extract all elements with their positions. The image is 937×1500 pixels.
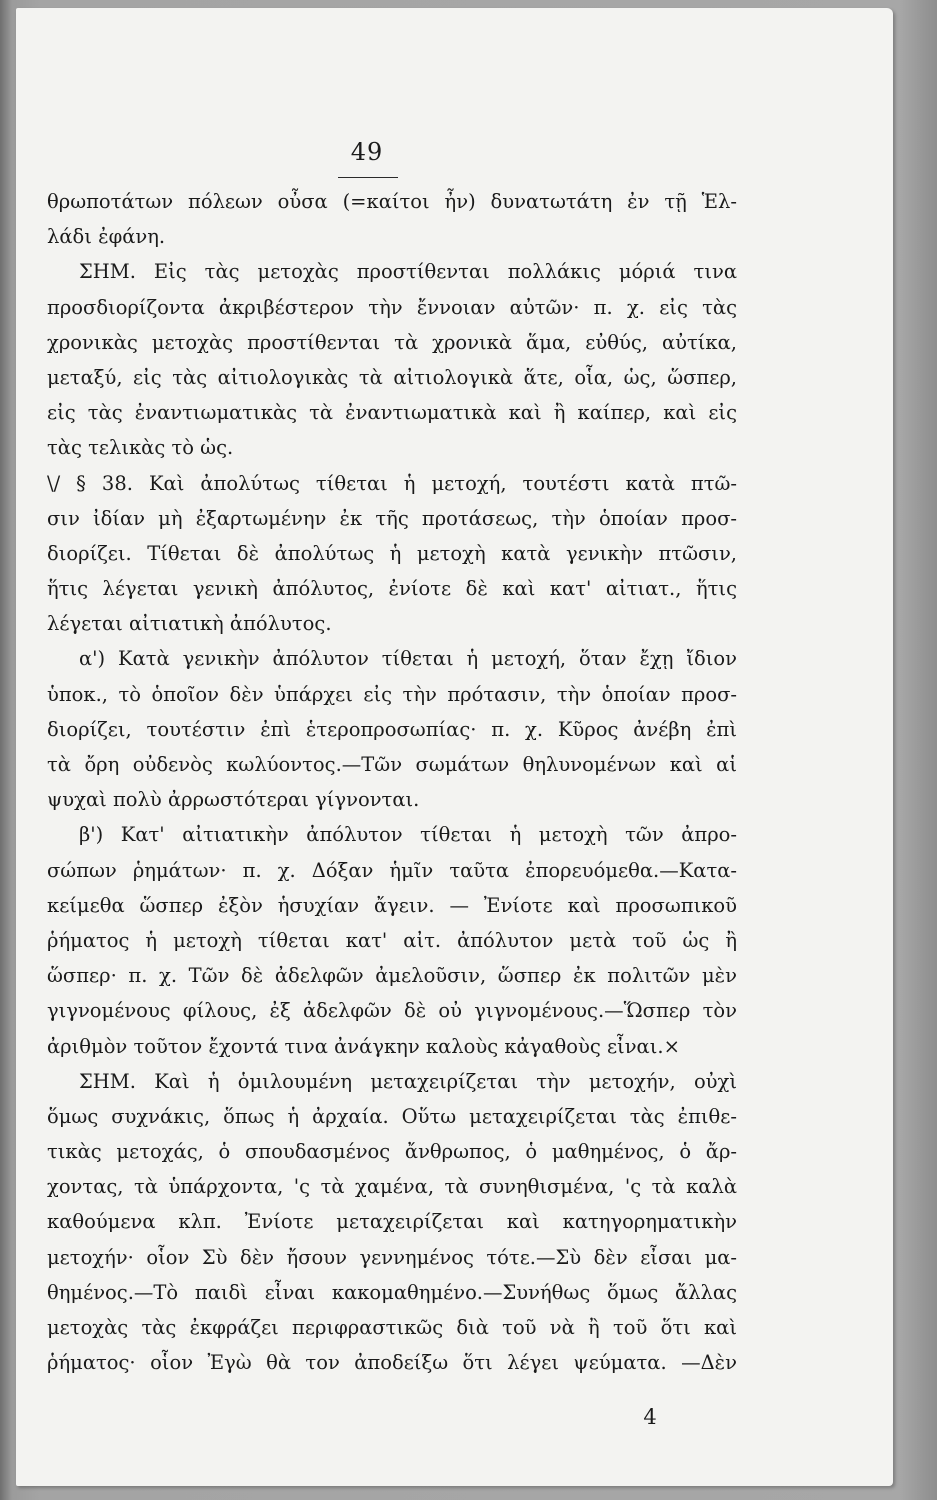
- text-line: προσδιορίζοντα ἀκριβέστερον τὴν ἔννοιαν αὐτῶν· π. χ. εἰς τὰς: [47, 295, 737, 319]
- text-line: ὅμως συχνάκις, ὅπως ἡ ἀρχαία. Οὕτω μεταχειρίζεται τὰς ἐπιθε-: [47, 1104, 737, 1128]
- text-line: ἀριθμὸν τοῦτον ἔχοντά τινα ἀνάγκην καλοὺς κἀγαθοὺς εἶναι.×: [47, 1034, 680, 1058]
- text-line: θημένος.—Τὸ παιδὶ εἶναι κακομαθημένο.—Συνήθως ὅμως ἄλλας: [47, 1280, 737, 1304]
- text-line: χοντας, τὰ ὑπάρχοντα, 'ς τὰ χαμένα, τὰ συνηθισμένα, 'ς τὰ καλὰ: [47, 1175, 737, 1199]
- text-line: τὰς τελικὰς τὸ ὡς.: [47, 436, 234, 460]
- text-line: ῥήματος ἡ μετοχὴ τίθεται κατ' αἰτ. ἀπόλυτον μετὰ τοῦ ὡς ἢ: [47, 928, 737, 952]
- text-line: διορίζει. Τίθεται δὲ ἀπολύτως ἡ μετοχὴ κατὰ γενικὴν πτῶσιν,: [47, 541, 737, 565]
- text-line: ΣΗΜ. Καὶ ἡ ὁμιλουμένη μεταχειρίζεται τὴν μετοχήν, οὐχὶ: [79, 1069, 737, 1093]
- signature-mark: 4: [643, 1405, 657, 1429]
- text-line: β') Κατ' αἰτιατικὴν ἀπόλυτον τίθεται ἡ μετοχὴ τῶν ἀπρο-: [79, 823, 737, 847]
- text-line: γιγνομένους φίλους, ἐξ ἀδελφῶν δὲ οὐ γιγνομένους.—Ὥσπερ τὸν: [47, 999, 737, 1023]
- text-line: ψυχαὶ πολὺ ἀρρωστότεραι γίγνονται.: [47, 788, 420, 812]
- text-line: μετοχήν· οἷον Σὺ δὲν ἤσουν γεννημένος τότε.—Σὺ δὲν εἶσαι μα-: [47, 1245, 737, 1269]
- text-line: καθούμενα κλπ. Ἐνίοτε μεταχειρίζεται καὶ κατηγορηματικὴν: [47, 1210, 737, 1234]
- text-line: θρωποτάτων πόλεων οὖσα (=καίτοι ἦν) δυνατωτάτη ἐν τῇ Ἑλ-: [47, 190, 737, 213]
- text-line: σώπων ῥημάτων· π. χ. Δόξαν ἡμῖν ταῦτα ἐπορευόμεθα.—Κατα-: [47, 858, 737, 882]
- text-line: μετοχὰς τὰς ἐκφράζει περιφραστικῶς διὰ τοῦ νὰ ἢ τοῦ ὅτι καὶ: [47, 1316, 737, 1339]
- text-line: \/ § 38. Καὶ ἀπολύτως τίθεται ἡ μετοχή, τουτέστι κατὰ πτῶ-: [47, 471, 737, 495]
- page-number-rule: [338, 177, 398, 178]
- text-line: ΣΗΜ. Εἰς τὰς μετοχὰς προστίθενται πολλάκις μόριά τινα: [79, 260, 737, 284]
- text-line: α') Κατὰ γενικὴν ἀπόλυτον τίθεται ἡ μετοχή, ὅταν ἔχῃ ἴδιον: [79, 647, 737, 671]
- text-line: κείμεθα ὥσπερ ἐξὸν ἡσυχίαν ἄγειν. — Ἐνίοτε καὶ προσωπικοῦ: [47, 893, 737, 917]
- text-line: μεταξύ, εἰς τὰς αἰτιολογικὰς τὰ αἰτιολογικὰ ἅτε, οἷα, ὡς, ὥσπερ,: [47, 365, 737, 389]
- text-line: εἰς τὰς ἐναντιωματικὰς τὰ ἐναντιωματικὰ καὶ ἢ καίπερ, καὶ εἰς: [47, 401, 737, 425]
- text-line: διορίζει, τουτέστιν ἐπὶ ἑτεροπροσωπίας· π. χ. Κῦρος ἀνέβη ἐπὶ: [47, 717, 737, 741]
- text-line: ὑποκ., τὸ ὁποῖον δὲν ὑπάρχει εἰς τὴν πρότασιν, τὴν ὁποίαν προσ-: [47, 682, 737, 706]
- text-line: ἥτις λέγεται γενικὴ ἀπόλυτος, ἐνίοτε δὲ καὶ κατ' αἰτιατ., ἥτις: [47, 577, 737, 601]
- text-line: τὰ ὄρη οὐδενὸς κωλύοντος.—Τῶν σωμάτων θηλυνομένων καὶ αἱ: [47, 753, 737, 776]
- text-line: λάδι ἐφάνη.: [47, 225, 166, 249]
- text-line: χρονικὰς μετοχὰς προστίθενται τὰ χρονικὰ ἅμα, εὐθύς, αὐτίκα,: [47, 330, 737, 354]
- text-line: λέγεται αἰτιατικὴ ἀπόλυτος.: [47, 612, 332, 636]
- text-line: σιν ἰδίαν μὴ ἐξαρτωμένην ἐκ τῆς προτάσεως, τὴν ὁποίαν προσ-: [47, 506, 737, 530]
- text-line: τικὰς μετοχάς, ὁ σπουδασμένος ἄνθρωπος, ὁ μαθημένος, ὁ ἄρ-: [47, 1140, 737, 1164]
- text-line: ῥήματος· οἷον Ἐγὼ θὰ τον ἀποδείξω ὅτι λέγει ψεύματα. —Δὲν: [47, 1351, 737, 1375]
- body-text: [47, 184, 737, 1380]
- text-line: ὥσπερ· π. χ. Τῶν δὲ ἀδελφῶν ἀμελοῦσιν, ὥσπερ ἐκ πολιτῶν μὲν: [47, 964, 737, 988]
- page-number: 49: [350, 138, 384, 166]
